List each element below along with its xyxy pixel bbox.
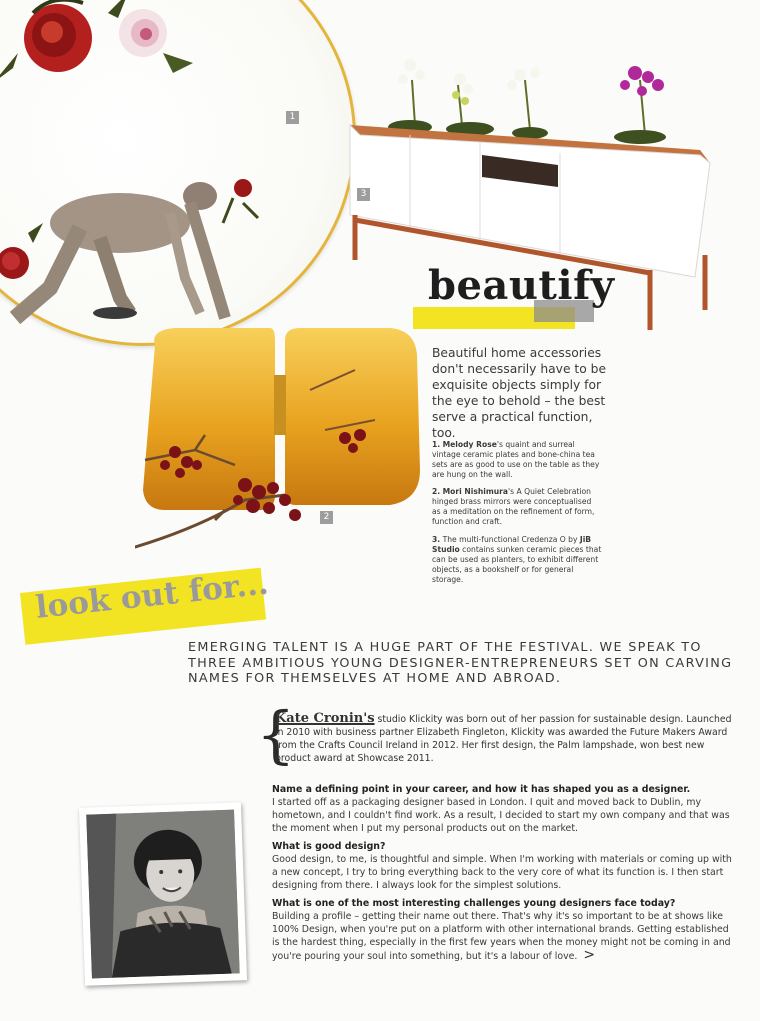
brass-mirror-image — [135, 320, 435, 560]
crouching-figure-image — [10, 168, 240, 333]
question-1: Name a defining point in your career, and how it has shaped you as a designer. — [272, 784, 691, 795]
marker-2: 2 — [320, 511, 333, 524]
product-captions — [432, 432, 602, 590]
interview-qa — [272, 784, 737, 969]
section-title-lookout: look out for... — [34, 565, 271, 626]
intro-paragraph: Beautiful home accessories don't necessarily have to be exquisite objects simply for the eye to behold – the best serve a practical function, too. — [432, 346, 607, 440]
answer-1: I started off as a packaging designer based in London. I quit and moved back to Dublin, my hometown, and I couldn't find work. As a result, I decided to start my own company and that was the moment when I put my personal products out on the market. — [272, 797, 730, 834]
brace-glyph: { — [256, 698, 296, 771]
caption-item-1: 1. Melody Rose's quaint and surreal vintage ceramic plates and bone-china tea sets are as good to use on the table as they are hung on the wall. — [432, 439, 600, 479]
section-title-beautify: beautify — [428, 262, 615, 309]
chevron-right-icon[interactable]: > — [583, 947, 596, 963]
designer-name: Kate Cronin's — [275, 711, 375, 726]
answer-3: Building a profile – getting their name out there. That's why it's so important to be at shows like 100% Design, when you're put on a platform with other international brands. Getting established is the hardest thing, especially in the first few years when the money might not be coming in and you're pouring your soul into something, but it's a labour of love. > — [272, 911, 731, 963]
portrait-image — [86, 809, 240, 978]
caption-item-3: 3. The multi-functional Credenza O by JiB Studio contains sunken ceramic pieces that can be used as planters, to exhibit different objects, as a bookshelf or for general storage. — [432, 534, 602, 584]
bio-paragraph: Kate Cronin's studio Klickity was born out of her passion for sustainable design. Launched in 2010 with business partner Elizabeth Fingleton, Klickity was awarded the Future Makers Award from the Crafts Council Ireland in 2012. Her first design, the Palm lampshade, won best new product award at Showcase 2011. — [275, 711, 732, 764]
question-2: What is good design? — [272, 841, 386, 852]
answer-2: Good design, to me, is thoughtful and simple. When I'm working with materials or coming up with a new concept, I try to bring everything back to the very core of what its function is. I then start designing from there. I always look for the simplest solutions. — [272, 854, 732, 891]
lede-paragraph: EMERGING TALENT IS A HUGE PART OF THE FESTIVAL. WE SPEAK TO THREE AMBITIOUS YOUNG DESIGNER-ENTREPRENEURS SET ON CARVING NAMES FOR THEMSELVES AT HOME AND ABROAD. — [188, 640, 733, 686]
question-3: What is one of the most interesting challenges young designers face today? — [272, 898, 676, 909]
marker-3: 3 — [357, 188, 370, 201]
marker-1: 1 — [286, 111, 299, 124]
caption-item-2: 2. Mori Nishimura's A Quiet Celebration hinged brass mirrors were conceptualised as a meditation on the refinement of form, function and craft. — [432, 487, 595, 527]
portrait-photo — [79, 802, 247, 986]
